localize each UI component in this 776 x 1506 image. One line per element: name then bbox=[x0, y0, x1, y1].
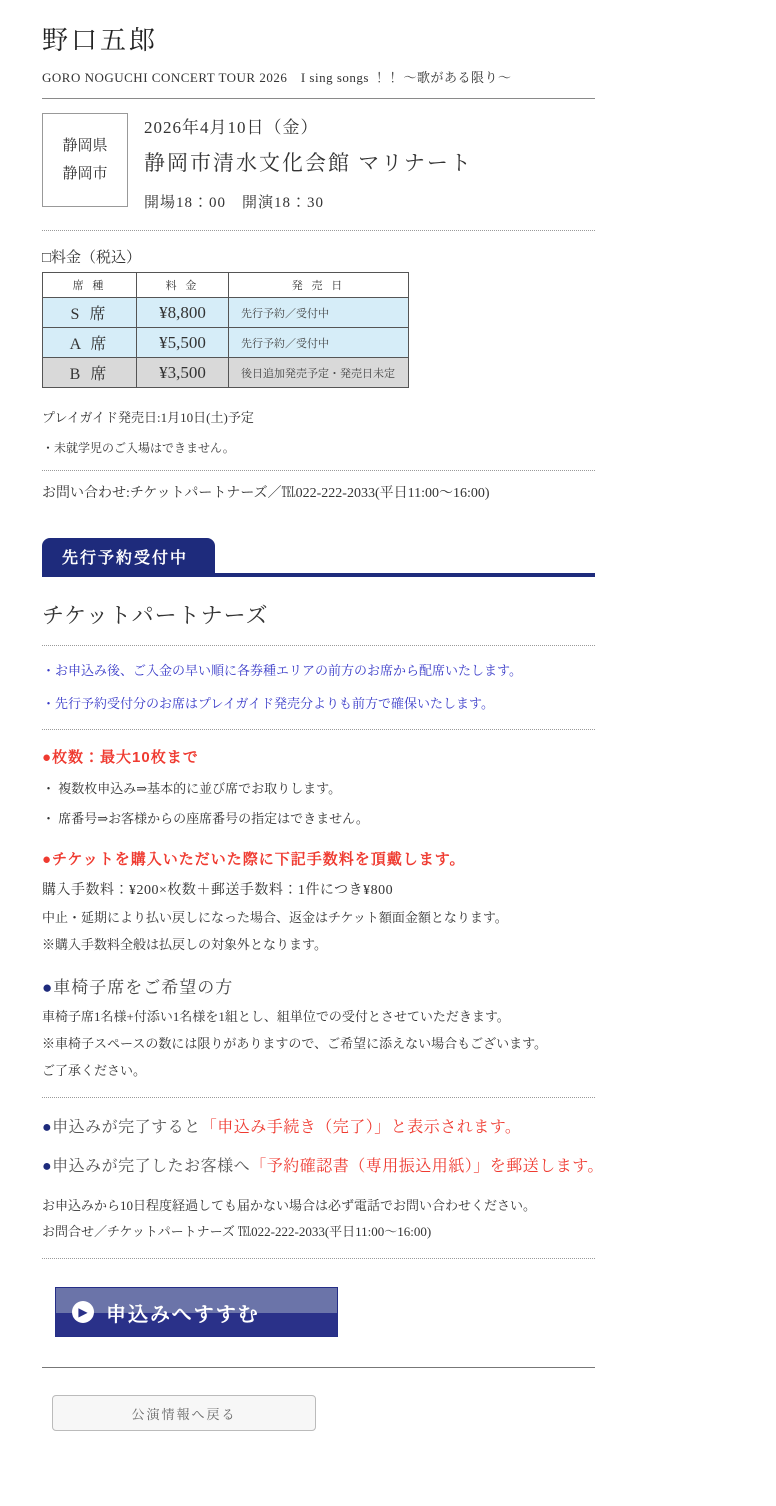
completion-display-note bbox=[42, 1114, 595, 1137]
completion-highlight: 「申込み手続き（完了）」と表示されます。 bbox=[200, 1119, 522, 1136]
event-times: 開場18：00 開演18：30 bbox=[144, 195, 325, 211]
confirmation-mail-note bbox=[42, 1153, 604, 1176]
fee-heading: ●チケットを購入いただいた際に下記手数料を頂戴します。 bbox=[42, 851, 466, 868]
completion-prefix: 申込みが完了すると bbox=[52, 1119, 201, 1136]
agency-title: チケットパートナーズ bbox=[42, 603, 269, 628]
seat-release: 先行予約／受付中 bbox=[229, 298, 409, 328]
bullet-icon: ● bbox=[42, 1119, 53, 1136]
reservation-banner bbox=[42, 538, 595, 577]
divider bbox=[42, 230, 595, 231]
seating-note: ・先行予約受付分のお席はプレイガイド発売分よりも前方で確保いたします。 bbox=[42, 696, 495, 711]
divider bbox=[42, 729, 595, 730]
delivery-note: お申込みから10日程度経過しても届かない場合は必ず電話でお問い合わせください。 bbox=[42, 1198, 537, 1213]
seat-price: ¥8,800 bbox=[137, 298, 229, 328]
region-prefecture: 静岡県 bbox=[62, 137, 108, 154]
event-info bbox=[144, 113, 473, 212]
seating-note: ・お申込み後、ご入金の早い順に各券種エリアの前方のお席から配席いたします。 bbox=[42, 663, 522, 678]
wheelchair-note: ご了承ください。 bbox=[42, 1063, 147, 1078]
wheelchair-note: 車椅子席1名様+付添い1名様を1組とし、組単位での受付とさせていただきます。 bbox=[42, 1009, 510, 1024]
age-restriction-note: ・未就学児のご入場はできません。 bbox=[42, 441, 235, 455]
contact-note: お問合せ／チケットパートナーズ ℡022-222-2033(平日11:00～16:00) bbox=[42, 1224, 432, 1239]
seat-type: A 席 bbox=[43, 328, 137, 358]
bottom-spacer bbox=[42, 1431, 595, 1506]
region-box bbox=[42, 113, 128, 207]
fee-note: 中止・延期により払い戻しになった場合、返金はチケット額面金額となります。 bbox=[42, 910, 508, 925]
confirmation-prefix: 申込みが完了したお客様へ bbox=[52, 1158, 251, 1175]
divider bbox=[42, 645, 595, 646]
region-city: 静岡市 bbox=[62, 166, 108, 182]
seat-release: 先行予約／受付中 bbox=[229, 328, 409, 358]
header-release-date: 発 売 日 bbox=[229, 273, 409, 298]
fee-note: ※購入手数料全般は払戻しの対象外となります。 bbox=[42, 937, 327, 952]
contact-info: お問い合わせ:チケットパートナーズ／℡022-222-2033(平日11:00～16:00) bbox=[42, 486, 490, 501]
seat-type: S 席 bbox=[43, 298, 137, 328]
apply-button-label: 申込みへすすむ bbox=[106, 1303, 260, 1326]
confirmation-highlight: 「予約確認書（専用振込用紙）」を郵送します。 bbox=[250, 1158, 604, 1175]
playguide-note: プレイガイド発売日:1月10日(土)予定 bbox=[42, 410, 254, 425]
divider bbox=[42, 1258, 595, 1259]
seat-type: B 席 bbox=[43, 358, 137, 388]
seat-release: 後日追加発売予定・発売日未定 bbox=[229, 358, 409, 388]
ticket-limit-heading: ●枚数：最大10枚まで bbox=[42, 749, 199, 766]
bullet-icon: ● bbox=[42, 1158, 53, 1175]
rule-item: ・ 席番号⇒お客様からの座席番号の指定はできません。 bbox=[42, 811, 369, 826]
table-row bbox=[43, 298, 409, 328]
apply-button[interactable] bbox=[55, 1287, 338, 1337]
rule-item: ・ 複数枚申込み⇒基本的に並び席でお取りします。 bbox=[42, 781, 342, 796]
price-section-label: □料金（税込） bbox=[42, 250, 142, 266]
wheelchair-heading-label: 車椅子席をご希望の方 bbox=[53, 978, 234, 997]
event-date: 2026年4月10日（金） bbox=[144, 118, 319, 137]
fee-detail: 購入手数料：¥200×枚数＋郵送手数料：1件につき¥800 bbox=[42, 883, 394, 898]
page-title: 野口五郎 bbox=[42, 26, 159, 55]
header-seat-type: 席 種 bbox=[43, 273, 137, 298]
tour-subtitle: GORO NOGUCHI CONCERT TOUR 2026 I sing songs ！！ ～歌がある限り～ bbox=[42, 70, 512, 85]
wheelchair-note: ※車椅子スペースの数には限りがありますので、ご希望に添えない場合もございます。 bbox=[42, 1036, 548, 1051]
divider bbox=[42, 470, 595, 471]
bullet-icon: ● bbox=[42, 978, 54, 997]
event-block bbox=[42, 113, 595, 212]
table-row bbox=[43, 358, 409, 388]
header-price: 料 金 bbox=[137, 273, 229, 298]
wheelchair-heading bbox=[42, 973, 595, 998]
play-icon: ▶ bbox=[72, 1301, 94, 1323]
seat-price: ¥5,500 bbox=[137, 328, 229, 358]
price-table bbox=[42, 272, 409, 388]
price-table-header-row bbox=[43, 273, 409, 298]
reservation-banner-tab: 先行予約受付中 bbox=[42, 538, 215, 573]
back-button[interactable] bbox=[52, 1395, 316, 1431]
header-divider bbox=[42, 98, 595, 99]
event-venue: 静岡市清水文化会館 マリナート bbox=[144, 151, 473, 175]
seat-price: ¥3,500 bbox=[137, 358, 229, 388]
divider bbox=[42, 1097, 595, 1098]
back-button-label: 公演情報へ戻る bbox=[131, 1406, 237, 1422]
table-row bbox=[43, 328, 409, 358]
footer-divider bbox=[42, 1367, 595, 1368]
